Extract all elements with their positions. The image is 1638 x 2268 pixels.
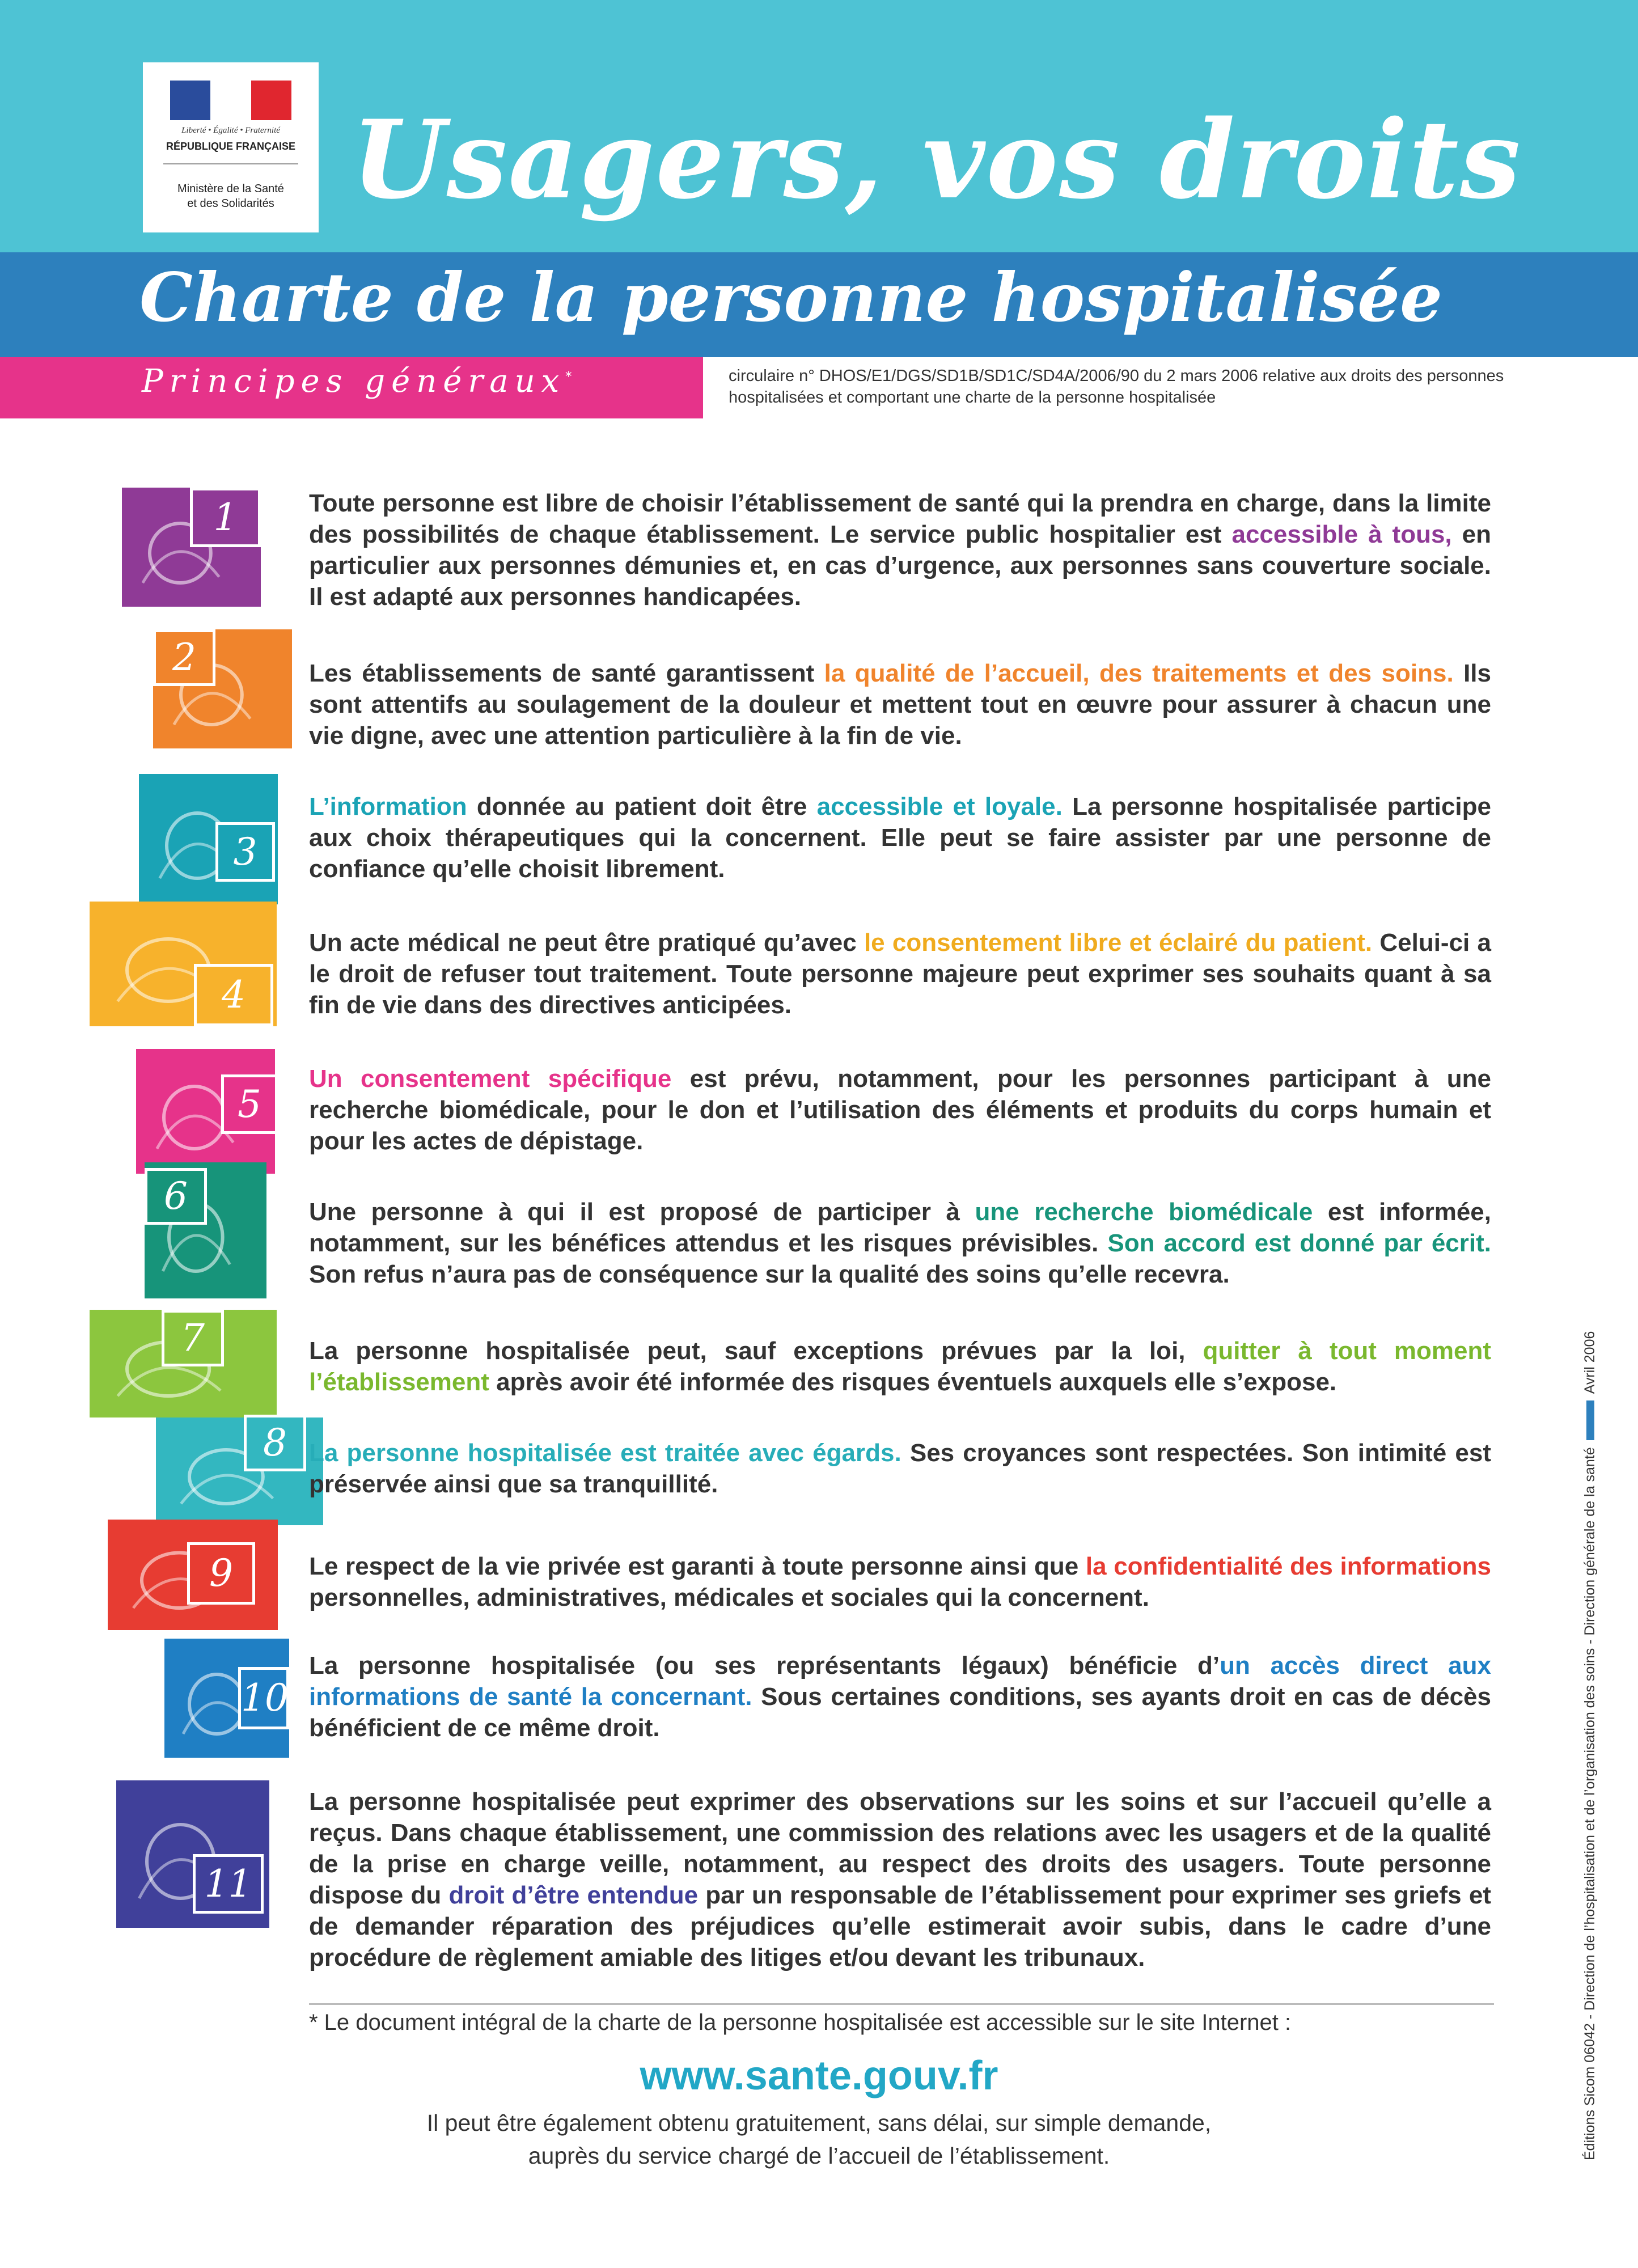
highlighted-phrase: un accès direct aux informations de santé la concernant. [309, 1652, 1491, 1711]
highlighted-phrase: quitter à tout moment l’établissement [309, 1337, 1492, 1396]
principle-number: 1 [190, 488, 261, 547]
principle-text [309, 1335, 1491, 1398]
footer-divider [309, 2003, 1494, 2005]
availability-line2: auprès du service chargé de l’accueil de l’établissement. [528, 2143, 1110, 2169]
principes-heading [142, 363, 572, 400]
logo-ministere-line2: et des Solidarités [187, 197, 274, 210]
icon-sketch-shape [189, 1674, 244, 1734]
text-segment: en particulier aux personnes démunies et, en cas d’urgence, aux personnes sans couverture sociale. Il est adapté aux personnes handicapées. [309, 521, 1491, 611]
logo-ministere-line1: Ministère de la Santé [177, 183, 284, 195]
text-segment: par un responsable de l’établissement pour exprimer ses griefs et de demander réparation des préjudices qu’elle estimerait avoir subis, dans le cadre d’une procédure de règlement amiable des litiges et/ou devant les tribunaux. [309, 1881, 1491, 1971]
highlighted-phrase: accessible et loyale. [816, 793, 1063, 820]
logo-ministere [143, 181, 319, 211]
page-title: Usagers, vos droits [352, 96, 1522, 223]
principle-text [309, 1551, 1491, 1613]
highlighted-phrase: la confidentialité des informations [1085, 1552, 1491, 1580]
edition-credits-text: Éditions Sicom 06042 - Direction de l’hospitalisation et de l’organisation des soins - Direction générale de la santé [1582, 1447, 1598, 2160]
text-segment: La personne hospitalisée (ou ses représentants légaux) bénéficie d’ [309, 1652, 1220, 1679]
text-segment: après avoir été informée des risques éventuels auxquels elle s’expose. [489, 1368, 1337, 1396]
principle-text [309, 1650, 1491, 1744]
text-segment: La personne hospitalisée peut exprimer des observations sur les soins et sur l’accueil qu’elle a reçus. Dans chaque établissement, une commission des relations avec les usagers et de la qualité de la prise en charge veille, notamment, au respect des droits des usagers. Toute personne dispose du [309, 1788, 1491, 1909]
logo-motto: Liberté • Égalité • Fraternité [181, 126, 280, 135]
availability-note [0, 2106, 1638, 2172]
principle-number: 11 [193, 1854, 264, 1914]
highlighted-phrase: le consentement libre et éclairé du patient. [864, 929, 1373, 957]
text-segment: Celui-ci a le droit de refuser tout traitement. Toute personne majeure peut exprimer ses souhaits quant à sa fin de vie dans des directives anticipées. [309, 929, 1491, 1019]
footnote: * Le document intégral de la charte de la personne hospitalisée est accessible sur le site Internet : [309, 2010, 1292, 2035]
edition-date: Avril 2006 [1582, 1331, 1598, 1394]
text-segment: La personne hospitalisée participe aux choix thérapeutiques qui la concernent. Elle peut se faire assister par une personne de confiance qu’elle choisit librement. [309, 793, 1491, 883]
principle-text [309, 488, 1491, 612]
highlighted-phrase: Un consentement spécifique [309, 1065, 672, 1093]
text-segment: est informée, notamment, sur les bénéfices attendus et les risques prévisibles. [309, 1198, 1491, 1257]
principle-number: 10 [238, 1667, 289, 1729]
page-subtitle: Charte de la personne hospitalisée [139, 258, 1443, 337]
marianne-flag-icon [170, 81, 291, 120]
principle-text [309, 1196, 1491, 1290]
principes-label: Principes généraux [142, 363, 566, 400]
highlighted-phrase: la qualité de l’accueil, des traitements et des soins. [824, 659, 1454, 687]
text-segment: Le respect de la vie privée est garanti à toute personne ainsi que [309, 1552, 1086, 1580]
text-segment: La personne hospitalisée peut, sauf exceptions prévues par la loi, [309, 1337, 1203, 1365]
text-segment: Les établissements de santé garantissent [309, 659, 824, 687]
text-segment: Un acte médical ne peut être pratiqué qu’avec [309, 929, 864, 957]
text-segment: donnée au patient doit être [467, 793, 817, 820]
text-segment: Une personne à qui il est proposé de participer à [309, 1198, 975, 1226]
principle-text [309, 658, 1491, 751]
circulaire-reference: circulaire n° DHOS/E1/DGS/SD1B/SD1C/SD4A/2006/90 du 2 mars 2006 relative aux droits des personnes hospitalisées et comportant une charte de la personne hospitalisée [729, 367, 1504, 407]
principle-text [309, 1786, 1491, 1973]
principle-text [309, 1063, 1491, 1157]
principle-text [309, 927, 1491, 1021]
principle-number: 3 [215, 822, 275, 882]
principle-number: 2 [153, 629, 215, 686]
icon-sketch-shape [164, 1086, 225, 1149]
edition-credits [1582, 1196, 1598, 2160]
principle-number: 8 [244, 1415, 306, 1471]
text-segment: Sous certaines conditions, ses ayants droit en cas de décès bénéficient de ce même droit. [309, 1683, 1491, 1742]
publisher-logo-icon [1586, 1400, 1594, 1440]
republique-francaise-logo [143, 62, 319, 232]
text-segment: personnelles, administratives, médicales et sociales qui la concernent. [309, 1584, 1149, 1611]
highlighted-phrase: L’information [309, 793, 467, 820]
principle-number: 9 [187, 1542, 255, 1605]
text-segment: Ils sont attentifs au soulagement de la douleur et mettent tout en œuvre pour assurer à chacun une vie digne, avec une attention particulière à la fin de vie. [309, 659, 1491, 750]
logo-republique: RÉPUBLIQUE FRANÇAISE [166, 141, 295, 152]
principle-number: 4 [194, 964, 273, 1026]
highlighted-phrase: Son accord est donné par écrit. [1107, 1229, 1491, 1257]
highlighted-phrase: une recherche biomédicale [975, 1198, 1313, 1226]
logo-divider [163, 163, 298, 164]
principle-text [309, 791, 1491, 885]
principle-number: 6 [145, 1168, 207, 1225]
text-segment: Ses croyances sont respectées. Son intimité est préservée ainsi que sa tranquillité. [309, 1439, 1491, 1498]
highlighted-phrase: droit d’être entendue [448, 1881, 699, 1909]
principle-number: 7 [162, 1310, 224, 1366]
website-link[interactable]: www.sante.gouv.fr [640, 2053, 998, 2098]
availability-line1: Il peut être également obtenu gratuitement, sans délai, sur simple demande, [426, 2110, 1212, 2136]
highlighted-phrase: accessible à tous, [1231, 521, 1452, 548]
highlighted-phrase: La personne hospitalisée est traitée avec égards. [309, 1439, 901, 1467]
text-segment: est prévu, notamment, pour les personnes participant à une recherche biomédicale, pour le don et l’utilisation des éléments et produits du corps humain et pour les actes de dépistage. [309, 1065, 1491, 1155]
text-segment: Toute personne est libre de choisir l’établissement de santé qui la prendra en charge, dans la limite des possibilités de chaque établissement. Le service public hospitalier est [309, 489, 1491, 548]
principes-footnote-mark: * [565, 370, 572, 384]
principle-number: 5 [221, 1074, 278, 1134]
principle-text [309, 1437, 1491, 1500]
text-segment: Son refus n’aura pas de conséquence sur la qualité des soins qu’elle recevra. [309, 1260, 1230, 1288]
